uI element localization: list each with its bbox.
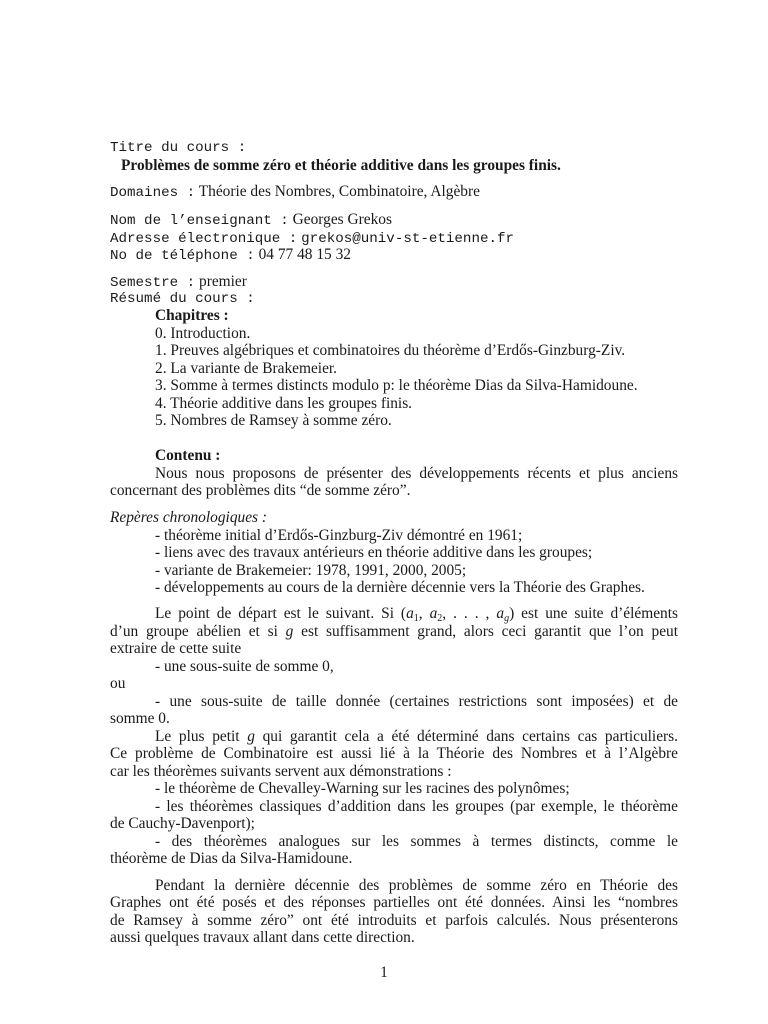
phone-label: No de téléphone :: [110, 248, 255, 264]
small-g-paragraph-line: [155, 728, 678, 746]
small-g-paragraph-line: de Cauchy-Davenport);: [110, 815, 255, 832]
domains-value: Théorie des Nombres, Combinatoire, Algèbre: [198, 183, 480, 200]
chrono-item: - théorème initial d’Erdős-Ginzburg-Ziv démontré en 1961;: [155, 527, 523, 544]
small-text: qui garantit cela a été déterminé dans certains cas particuliers.: [254, 728, 679, 745]
start-text: est suffisamment grand, alors ceci garantit que l’on peut: [293, 623, 678, 640]
last-paragraph-line: Graphes ont été posés et des réponses partielles ont été données. Ainsi les “nombres: [110, 894, 678, 911]
start-paragraph-line: Le point de départ est le suivant. Si ($a_1$, $a_2$, . . . , $a_g$) est une suite d’éléments: [155, 605, 678, 624]
chapter-item: 1. Preuves algébriques et combinatoires du théorème d’Erdős-Ginzburg-Ziv.: [155, 342, 626, 359]
start-paragraph-line: [110, 623, 678, 641]
phone-line: [110, 246, 351, 265]
domains-label: Domaines :: [110, 185, 196, 201]
start-paragraph-line: somme 0.: [110, 710, 170, 727]
semester-value: premier: [199, 273, 247, 290]
start-text: d’un groupe abélien et si: [110, 623, 286, 640]
last-paragraph-line: aussi quelques travaux allant dans cette direction.: [110, 929, 415, 946]
chrono-item: - développements au cours de la dernière décennie vers la Théorie des Graphes.: [155, 579, 645, 596]
chrono-heading: Repères chronologiques :: [110, 509, 268, 526]
variable-g: g: [285, 623, 294, 640]
last-paragraph-line: de Ramsey à somme zéro” ont été introduits et parfois calculés. Nous présenterons: [110, 912, 678, 929]
email-value: grekos@univ-st-etienne.fr: [301, 231, 515, 247]
teacher-value: Georges Grekos: [292, 211, 392, 228]
sequence-index: 2: [437, 613, 443, 624]
sequence-index: 1: [413, 613, 419, 624]
email-label: Adresse électronique :: [110, 231, 298, 247]
teacher-line: [110, 211, 392, 230]
sequence-element: a: [496, 605, 505, 622]
phone-value: 04 77 48 15 32: [258, 246, 351, 263]
small-g-paragraph-line: Ce problème de Combinatoire est aussi lié à la Théorie des Nombres et à l’Algèbre: [110, 745, 678, 762]
page-number: 1: [380, 964, 388, 981]
small-g-paragraph-line: théorème de Dias da Silva-Hamidoune.: [110, 850, 353, 867]
start-paragraph-line: ou: [110, 675, 126, 692]
small-g-paragraph-line: - le théorème de Chevalley-Warning sur les racines des polynômes;: [155, 780, 570, 797]
semester-label: Semestre :: [110, 275, 196, 291]
sequence-element: a: [406, 605, 414, 622]
teacher-label: Nom de l’enseignant :: [110, 213, 289, 229]
content-heading: Contenu :: [155, 447, 221, 464]
content-paragraph-line: concernant des problèmes dits “de somme zéro”.: [110, 482, 411, 499]
start-paragraph-line: extraire de cette suite: [110, 640, 242, 657]
start-paragraph-line: - une sous-suite de somme 0,: [155, 658, 334, 675]
chapter-item: 3. Somme à termes distincts modulo p: le théorème Dias da Silva-Hamidoune.: [155, 377, 638, 394]
small-g-paragraph-line: car les théorèmes suivants servent aux démonstrations :: [110, 763, 452, 780]
sequence-element: a: [429, 605, 438, 622]
start-text: ) est une suite d’éléments: [509, 605, 678, 622]
chapter-item: 4. Théorie additive dans les groupes finis.: [155, 395, 413, 412]
course-title: Problèmes de somme zéro et théorie additive dans les groupes finis.: [121, 157, 561, 174]
small-g-paragraph-line: - les théorèmes classiques d’addition dans les groupes (par exemple, le théorème: [155, 798, 678, 815]
start-text: Le point de départ est le suivant. Si (: [155, 605, 407, 622]
course-title-label: Titre du cours :: [110, 140, 247, 156]
sequence-index: g: [504, 613, 510, 624]
small-text: Le plus petit: [155, 728, 248, 745]
chrono-item: - liens avec des travaux antérieurs en théorie additive dans les groupes;: [155, 544, 593, 561]
start-paragraph-line: - une sous-suite de taille donnée (certaines restrictions sont imposées) et de: [155, 693, 678, 710]
summary-label: Résumé du cours :: [110, 291, 255, 307]
small-g-paragraph-line: - des théorèmes analogues sur les sommes à termes distincts, comme le: [155, 833, 678, 850]
chapter-item: 5. Nombres de Ramsey à somme zéro.: [155, 412, 392, 429]
last-paragraph-line: Pendant la dernière décennie des problèmes de somme zéro en Théorie des: [155, 877, 678, 894]
variable-g: g: [247, 728, 255, 745]
content-paragraph-line: Nous nous proposons de présenter des développements récents et plus anciens: [155, 465, 678, 482]
chapter-item: 2. La variante de Brakemeier.: [155, 360, 338, 377]
domains-line: [110, 183, 480, 202]
chapter-item: 0. Introduction.: [155, 325, 251, 342]
chrono-item: - variante de Brakemeier: 1978, 1991, 2000, 2005;: [155, 562, 467, 579]
chapters-heading: Chapitres :: [155, 307, 229, 324]
